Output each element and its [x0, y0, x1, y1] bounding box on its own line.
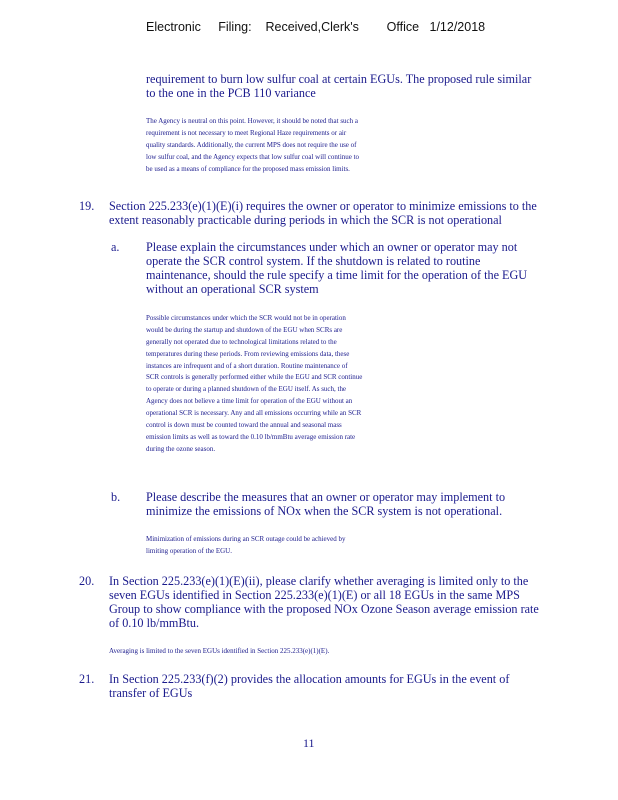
answer-line: generally not operated due to technological limitations related to the: [146, 336, 337, 346]
q19b-line: minimize the emissions of NOx when the SCR system is not operational.: [146, 504, 503, 518]
q19-text: [109, 199, 537, 227]
answer-line: operational SCR is necessary. Any and all emissions occurring while an SCR: [146, 408, 362, 418]
q20-line: of 0.10 lb/mmBtu.: [109, 616, 200, 630]
q21-text: [109, 672, 509, 700]
q19a-letter: a.: [111, 240, 120, 254]
q19a-line: without an operational SCR system: [146, 282, 319, 296]
q19a-answer: [146, 312, 362, 455]
q19a-line: maintenance, should the rule specify a time limit for the operation of the EGU: [146, 268, 528, 282]
answer-line: emission limits as well as toward the 0.10 lb/mmBtu average emission rate: [146, 431, 356, 441]
page-number: 11: [303, 736, 315, 750]
q18-tail-text: [146, 72, 531, 100]
answer-line: Agency does not believe a time limit for operation of the EGU without an: [146, 396, 353, 406]
answer-line: quality standards. Additionally, the current MPS does not require the use of: [146, 139, 357, 149]
q19a-line: Please explain the circumstances under which an owner or operator may not: [146, 240, 518, 254]
answer-line: temperatures during these periods. From reviewing emissions data, these: [146, 348, 350, 358]
answer-line: Averaging is limited to the seven EGUs identified in Section 225.233(e)(1)(E).: [109, 646, 330, 655]
answer-line: would be during the startup and shutdown of the EGU when SCRs are: [146, 324, 343, 334]
q19b-text: [146, 490, 505, 518]
q19-line: Section 225.233(e)(1)(E)(i) requires the owner or operator to minimize emissions to the: [109, 199, 537, 213]
q20-line: In Section 225.233(e)(1)(E)(ii), please clarify whether averaging is limited only to the: [109, 574, 529, 588]
filing-header: Electronic Filing: Received,Clerk's Office 1/12/2018: [146, 20, 486, 34]
answer-line: SCR controls is generally performed either while the EGU and SCR continue: [146, 372, 363, 382]
q18-tail-line: to the one in the PCB 110 variance: [146, 86, 316, 100]
answer-line: Minimization of emissions during an SCR outage could be achieved by: [146, 534, 346, 543]
answer-line: instances are infrequent and of a short duration. Routine maintenance of: [146, 360, 348, 370]
answer-line: The Agency is neutral on this point. However, it should be noted that such a: [146, 116, 358, 125]
q20-answer: [109, 645, 329, 657]
q20-text: [109, 574, 539, 630]
answer-line: Possible circumstances under which the SCR would not be in operation: [146, 313, 346, 322]
q19b-line: Please describe the measures that an owner or operator may implement to: [146, 490, 506, 504]
q20-line: seven EGUs identified in Section 225.233(e)(1)(E) or all 18 EGUs in the same MPS: [109, 588, 520, 602]
answer-line: to operate or during a planned shutdown of the EGU itself. As such, the: [146, 384, 347, 394]
q19b-letter: b.: [111, 490, 121, 504]
q19a-text: [146, 240, 527, 296]
q21-number: 21.: [79, 672, 95, 686]
q19-number: 19.: [79, 199, 95, 213]
q21-line: transfer of EGUs: [109, 686, 193, 700]
q18-answer: [146, 115, 359, 174]
q18-tail-line: requirement to burn low sulfur coal at certain EGUs. The proposed rule similar: [146, 72, 532, 86]
answer-line: limiting operation of the EGU.: [146, 545, 232, 555]
q21-line: In Section 225.233(f)(2) provides the allocation amounts for EGUs in the event of: [109, 672, 510, 686]
q19b-answer: [146, 533, 345, 557]
answer-line: during the ozone season.: [146, 443, 216, 453]
q19-line: extent reasonably practicable during periods in which the SCR is not operational: [109, 213, 502, 227]
answer-line: be used as a means of compliance for the proposed mass emission limits.: [146, 163, 350, 173]
answer-line: control is down must be counted toward the annual and seasonal mass: [146, 420, 342, 430]
q20-number: 20.: [79, 574, 95, 588]
q20-line: Group to show compliance with the proposed NOx Ozone Season average emission rate: [109, 602, 539, 616]
q19a-line: operate the SCR control system. If the shutdown is related to routine: [146, 254, 481, 268]
answer-line: low sulfur coal, and the Agency expects that low sulfur coal will continue to: [146, 151, 360, 161]
answer-line: requirement is not necessary to meet Regional Haze requirements or air: [146, 127, 347, 137]
